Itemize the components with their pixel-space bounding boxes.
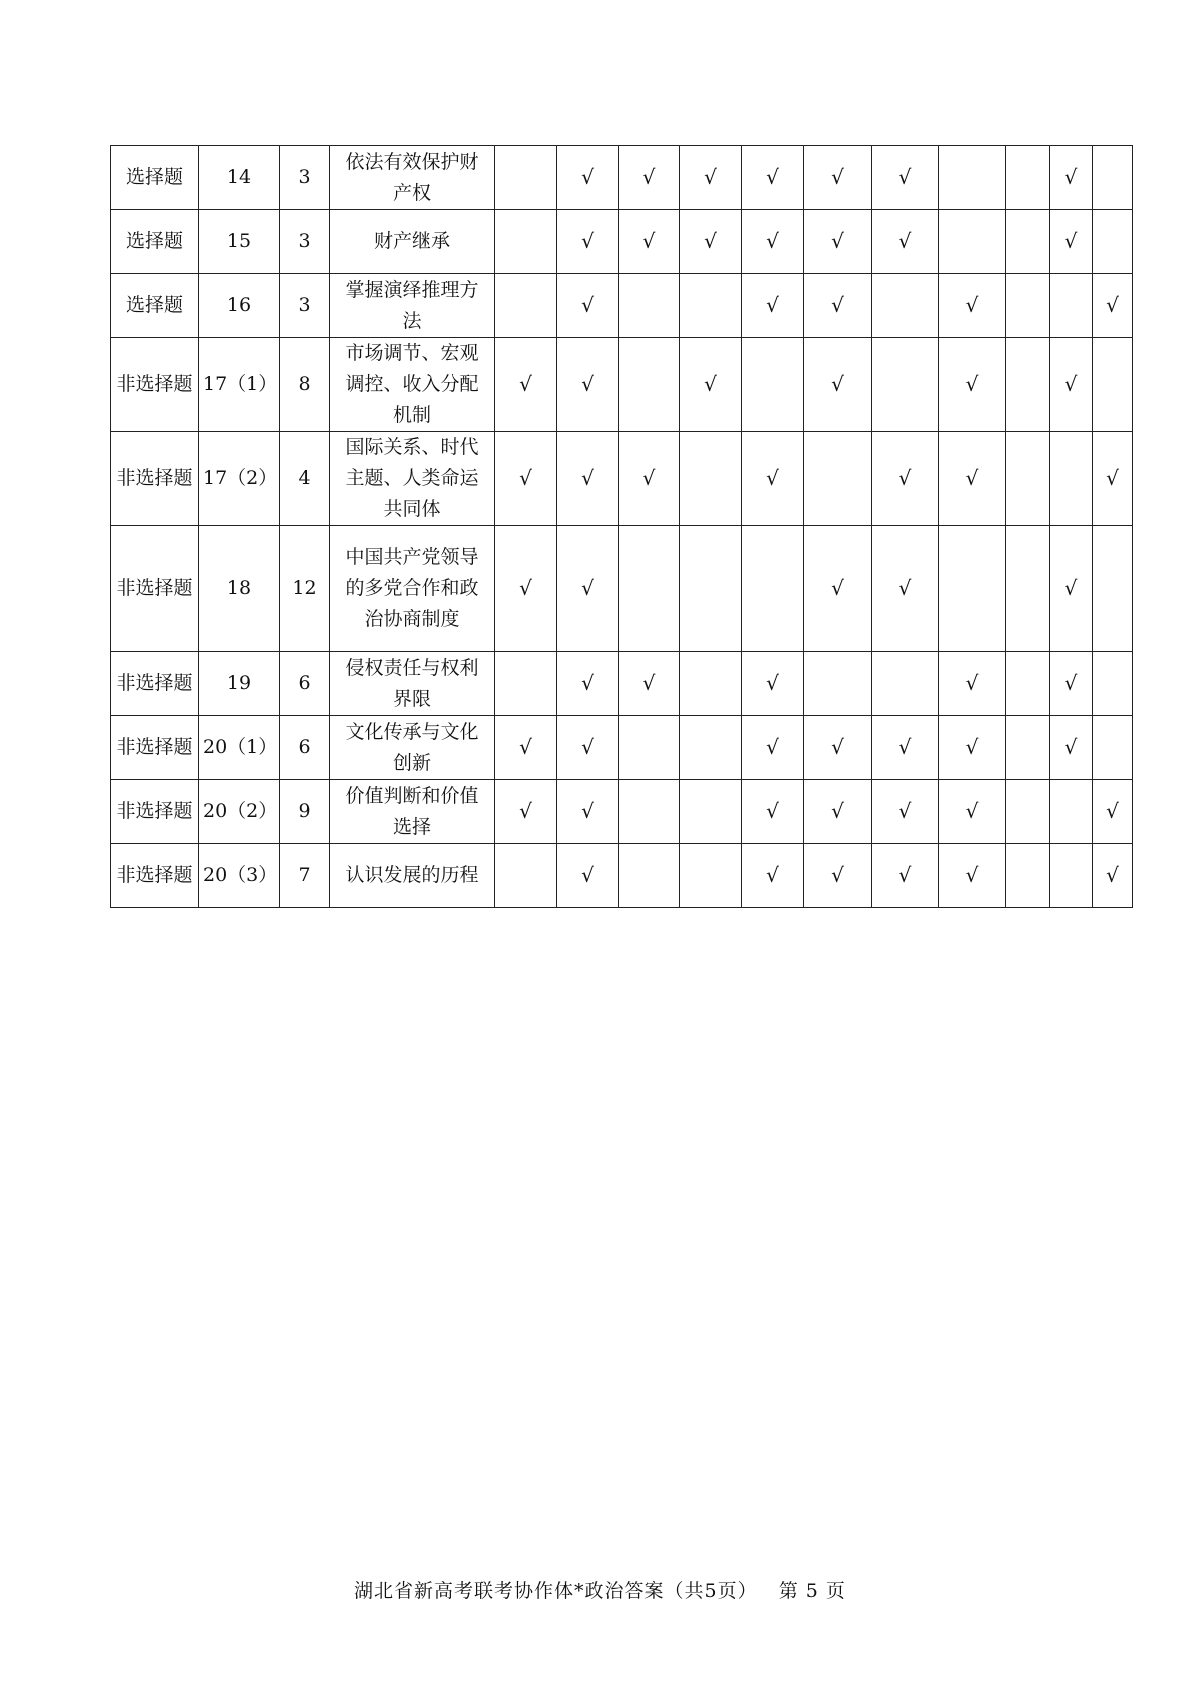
check-cell: [804, 432, 872, 526]
check-cell: [1093, 338, 1133, 432]
check-cell: √: [804, 716, 872, 780]
check-cell: √: [742, 844, 804, 908]
check-cell: √: [495, 716, 557, 780]
knowledge-point-cell: 认识发展的历程: [330, 844, 495, 908]
check-cell: √: [557, 210, 619, 274]
question-number-cell: 20（3）: [199, 844, 280, 908]
score-cell: 6: [280, 716, 330, 780]
check-cell: √: [557, 146, 619, 210]
score-cell: 3: [280, 274, 330, 338]
check-cell: [495, 210, 557, 274]
question-type-cell: 非选择题: [111, 780, 199, 844]
score-cell: 8: [280, 338, 330, 432]
check-cell: √: [1050, 210, 1093, 274]
knowledge-point-cell: 侵权责任与权利界限: [330, 652, 495, 716]
check-cell: [495, 844, 557, 908]
check-cell: √: [495, 780, 557, 844]
check-cell: √: [619, 210, 680, 274]
score-cell: 7: [280, 844, 330, 908]
check-cell: [495, 652, 557, 716]
check-cell: [1093, 210, 1133, 274]
table-row: [111, 780, 1133, 844]
knowledge-point-cell: 中国共产党领导的多党合作和政治协商制度: [330, 526, 495, 652]
check-cell: [742, 338, 804, 432]
knowledge-point-cell: 掌握演绎推理方法: [330, 274, 495, 338]
check-cell: √: [939, 338, 1006, 432]
knowledge-point-cell: 市场调节、宏观调控、收入分配机制: [330, 338, 495, 432]
check-cell: [1050, 780, 1093, 844]
check-cell: [939, 526, 1006, 652]
question-type-cell: 非选择题: [111, 432, 199, 526]
check-cell: [1093, 652, 1133, 716]
check-cell: √: [742, 652, 804, 716]
score-cell: 12: [280, 526, 330, 652]
question-number-cell: 19: [199, 652, 280, 716]
check-cell: √: [872, 210, 939, 274]
check-cell: [939, 146, 1006, 210]
check-cell: [1050, 274, 1093, 338]
check-cell: [872, 338, 939, 432]
check-cell: [1093, 146, 1133, 210]
check-cell: √: [680, 338, 742, 432]
question-type-cell: 选择题: [111, 146, 199, 210]
table-row: [111, 844, 1133, 908]
table-row: [111, 432, 1133, 526]
check-cell: [680, 716, 742, 780]
knowledge-point-cell: 价值判断和价值选择: [330, 780, 495, 844]
check-cell: √: [804, 274, 872, 338]
check-cell: [619, 780, 680, 844]
question-number-cell: 17（1）: [199, 338, 280, 432]
knowledge-point-cell: 财产继承: [330, 210, 495, 274]
question-type-cell: 非选择题: [111, 844, 199, 908]
check-cell: [680, 526, 742, 652]
score-cell: 4: [280, 432, 330, 526]
question-number-cell: 20（1）: [199, 716, 280, 780]
question-number-cell: 15: [199, 210, 280, 274]
table-row: [111, 716, 1133, 780]
check-cell: √: [804, 210, 872, 274]
check-cell: [619, 274, 680, 338]
check-cell: [680, 780, 742, 844]
question-type-cell: 非选择题: [111, 652, 199, 716]
check-cell: √: [939, 274, 1006, 338]
check-cell: √: [1093, 780, 1133, 844]
table-row: [111, 274, 1133, 338]
question-number-cell: 17（2）: [199, 432, 280, 526]
check-cell: [1093, 716, 1133, 780]
score-cell: 6: [280, 652, 330, 716]
specification-table: [110, 145, 1133, 908]
check-cell: [680, 274, 742, 338]
footer-page-number: 第 5 页: [778, 1580, 846, 1602]
check-cell: [1006, 146, 1050, 210]
check-cell: √: [872, 146, 939, 210]
question-type-cell: 非选择题: [111, 526, 199, 652]
check-cell: √: [619, 432, 680, 526]
page-footer: [0, 1576, 1200, 1603]
check-cell: √: [557, 526, 619, 652]
check-cell: [872, 274, 939, 338]
check-cell: √: [742, 716, 804, 780]
table-row: [111, 146, 1133, 210]
footer-title: 湖北省新高考联考协作体*政治答案（共5页）: [354, 1580, 758, 1602]
table-row: [111, 526, 1133, 652]
check-cell: [1006, 274, 1050, 338]
check-cell: [1006, 844, 1050, 908]
score-cell: 3: [280, 210, 330, 274]
check-cell: √: [872, 780, 939, 844]
check-cell: √: [804, 780, 872, 844]
check-cell: [619, 716, 680, 780]
question-type-cell: 非选择题: [111, 716, 199, 780]
check-cell: [1050, 432, 1093, 526]
check-cell: √: [495, 432, 557, 526]
check-cell: √: [495, 526, 557, 652]
check-cell: √: [680, 146, 742, 210]
check-cell: [619, 338, 680, 432]
question-type-cell: 选择题: [111, 274, 199, 338]
check-cell: √: [1050, 526, 1093, 652]
check-cell: √: [804, 338, 872, 432]
question-type-cell: 非选择题: [111, 338, 199, 432]
check-cell: [1093, 526, 1133, 652]
score-cell: 3: [280, 146, 330, 210]
check-cell: √: [1050, 652, 1093, 716]
check-cell: [619, 526, 680, 652]
check-cell: √: [1050, 716, 1093, 780]
check-cell: [1050, 844, 1093, 908]
question-number-cell: 18: [199, 526, 280, 652]
table-row: [111, 652, 1133, 716]
question-number-cell: 16: [199, 274, 280, 338]
check-cell: [1006, 338, 1050, 432]
check-cell: [1006, 780, 1050, 844]
check-cell: √: [804, 146, 872, 210]
check-cell: √: [939, 432, 1006, 526]
check-cell: √: [1050, 146, 1093, 210]
question-number-cell: 14: [199, 146, 280, 210]
check-cell: √: [619, 146, 680, 210]
check-cell: √: [1050, 338, 1093, 432]
check-cell: √: [557, 844, 619, 908]
table-row: [111, 210, 1133, 274]
check-cell: √: [804, 844, 872, 908]
check-cell: √: [939, 844, 1006, 908]
knowledge-point-cell: 文化传承与文化创新: [330, 716, 495, 780]
check-cell: [939, 210, 1006, 274]
check-cell: √: [557, 716, 619, 780]
check-cell: [742, 526, 804, 652]
check-cell: [1006, 716, 1050, 780]
check-cell: √: [1093, 274, 1133, 338]
check-cell: [495, 274, 557, 338]
check-cell: √: [872, 716, 939, 780]
check-cell: [619, 844, 680, 908]
knowledge-point-cell: 依法有效保护财产权: [330, 146, 495, 210]
check-cell: √: [742, 780, 804, 844]
question-number-cell: 20（2）: [199, 780, 280, 844]
check-cell: √: [872, 526, 939, 652]
specification-table-container: [110, 145, 1133, 908]
check-cell: √: [872, 844, 939, 908]
check-cell: √: [872, 432, 939, 526]
check-cell: √: [680, 210, 742, 274]
check-cell: √: [619, 652, 680, 716]
check-cell: √: [557, 432, 619, 526]
check-cell: [680, 432, 742, 526]
check-cell: √: [557, 780, 619, 844]
check-cell: √: [557, 274, 619, 338]
check-cell: √: [742, 274, 804, 338]
check-cell: √: [939, 716, 1006, 780]
check-cell: [1006, 526, 1050, 652]
check-cell: √: [495, 338, 557, 432]
check-cell: [680, 844, 742, 908]
score-cell: 9: [280, 780, 330, 844]
check-cell: √: [557, 338, 619, 432]
check-cell: [872, 652, 939, 716]
knowledge-point-cell: 国际关系、时代主题、人类命运共同体: [330, 432, 495, 526]
question-type-cell: 选择题: [111, 210, 199, 274]
check-cell: √: [1093, 844, 1133, 908]
table-row: [111, 338, 1133, 432]
check-cell: √: [939, 652, 1006, 716]
check-cell: [804, 652, 872, 716]
check-cell: [680, 652, 742, 716]
check-cell: [1006, 210, 1050, 274]
check-cell: [1006, 432, 1050, 526]
check-cell: √: [557, 652, 619, 716]
check-cell: √: [742, 432, 804, 526]
check-cell: √: [742, 146, 804, 210]
table-body: [111, 146, 1133, 908]
check-cell: [1006, 652, 1050, 716]
check-cell: √: [939, 780, 1006, 844]
check-cell: √: [1093, 432, 1133, 526]
check-cell: [495, 146, 557, 210]
check-cell: √: [804, 526, 872, 652]
check-cell: √: [742, 210, 804, 274]
